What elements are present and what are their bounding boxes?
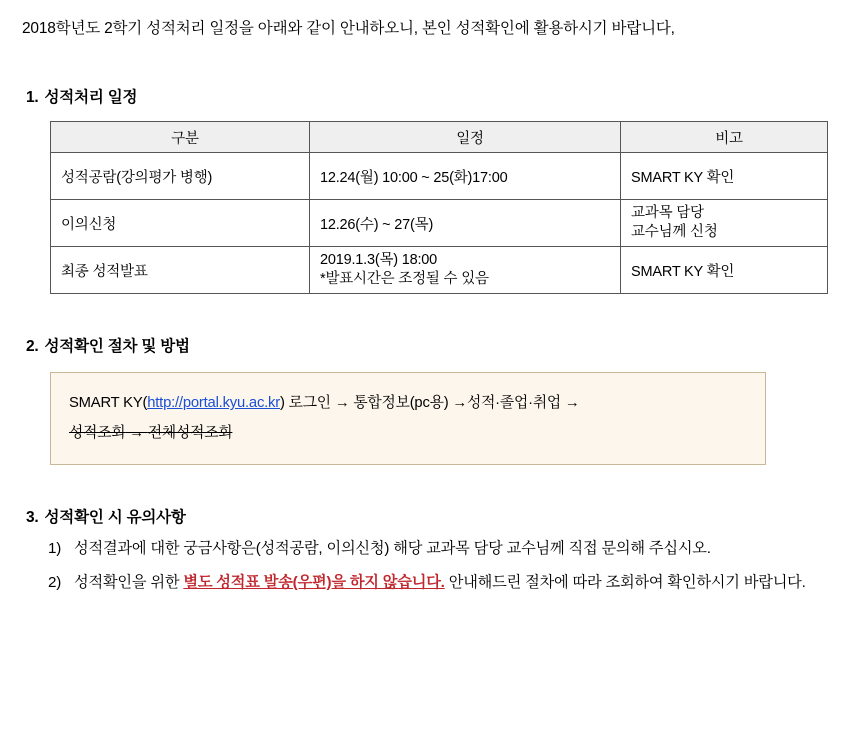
cell-schedule-line1: 12.24(월) 10:00 ~ 25(화)17:00 (320, 169, 508, 186)
procedure-line-2 (69, 419, 747, 449)
intro-paragraph: 2018학년도 2학기 성적처리 일정을 아래와 같이 안내하오니, 본인 성적확인에 활용하시기 바랍니다, (22, 20, 675, 37)
cell-note-line1: SMART KY 확인 (631, 169, 735, 186)
cell-schedule-line1: 2019.1.3(목) 18:00 (320, 251, 438, 268)
cell-note-line1: SMART KY 확인 (631, 263, 735, 280)
procedure-box (50, 372, 766, 465)
section-number: 3. (26, 509, 39, 527)
note-text-before: 성적결과에 대한 궁금사항은(성적공람, 이의신청) 해당 교과목 담당 교수님께 직접 문의해 주십시오. (74, 540, 711, 558)
cell-schedule-line2: *발표시간은 조정될 수 있음 (320, 271, 489, 288)
list-item-text (74, 571, 825, 596)
section-title: 성적확인 절차 및 방법 (44, 338, 190, 356)
cell-gubun: 성적공람(강의평가 병행) (51, 153, 310, 200)
section-heading-schedule (22, 85, 825, 107)
cell-note-line2: 교수님께 신청 (631, 224, 718, 241)
procedure-arrow: → (125, 424, 148, 441)
section-number: 2. (26, 338, 39, 356)
list-marker: 1) (48, 540, 62, 558)
list-item-text (74, 537, 825, 562)
cell-schedule (310, 153, 621, 200)
procedure-step-grade-inquiry: 성적조회 (69, 424, 126, 441)
list-item (48, 537, 825, 562)
cell-schedule (310, 200, 621, 247)
table-row (51, 247, 828, 294)
table-header-row (51, 122, 828, 153)
note-text-after: 안내해드린 절차에 따라 조회하여 확인하시기 바랍니다. (444, 573, 806, 591)
column-header-note: 비고 (621, 122, 828, 153)
column-header-schedule: 일정 (310, 122, 621, 153)
cell-schedule-line1: 12.26(수) ~ 27(목) (320, 216, 434, 233)
cell-note (621, 200, 828, 247)
procedure-prefix: SMART KY( (69, 395, 148, 412)
cell-schedule (310, 247, 621, 294)
section-title: 성적처리 일정 (44, 89, 138, 107)
section-heading-notices (22, 505, 825, 527)
note-emphasis: 별도 성적표 발송(우편)을 하지 않습니다. (183, 573, 445, 591)
procedure-line-1 (69, 389, 747, 419)
cell-gubun: 이의신청 (51, 200, 310, 247)
procedure-step-all-grades: 전체성적조회 (147, 424, 233, 441)
schedule-table (50, 121, 828, 294)
procedure-suffix: ) 로그인 → 통합정보(pc용) →성적·졸업·취업 → (279, 395, 580, 412)
section-number: 1. (26, 89, 39, 107)
section-title: 성적확인 시 유의사항 (44, 509, 186, 527)
cell-note-line1: 교과목 담당 (631, 204, 704, 221)
table-row (51, 200, 828, 247)
notices-list (22, 537, 825, 595)
cell-note (621, 247, 828, 294)
section-heading-procedure (22, 334, 825, 356)
cell-note (621, 153, 828, 200)
table-row (51, 153, 828, 200)
note-text-before: 성적확인을 위한 (74, 573, 184, 591)
list-item (48, 571, 825, 596)
list-marker: 2) (48, 573, 62, 591)
cell-gubun: 최종 성적발표 (51, 247, 310, 294)
portal-link[interactable]: http://portal.kyu.ac.kr (147, 395, 280, 412)
column-header-gubun: 구분 (51, 122, 310, 153)
